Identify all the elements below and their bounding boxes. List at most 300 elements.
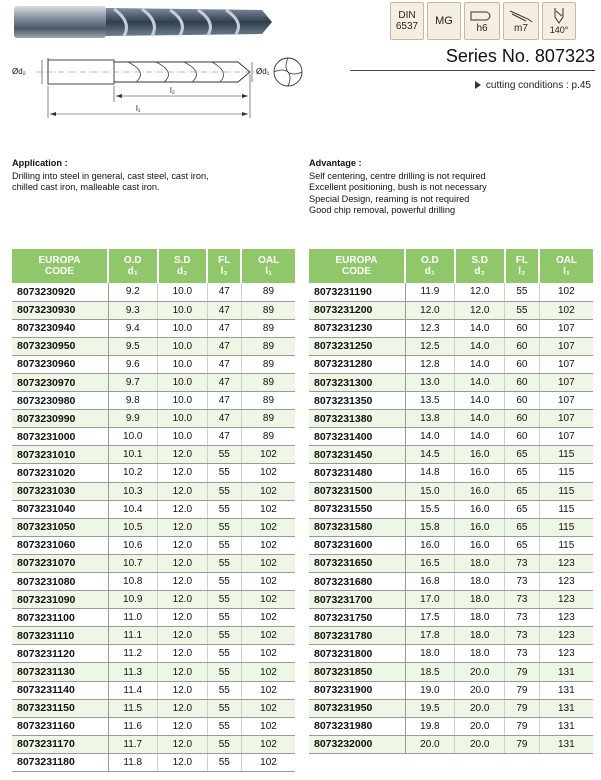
cell-od-d1: 11.0 xyxy=(108,609,158,627)
column-header-bottom: d₁ xyxy=(127,266,138,277)
cell-fl-l2: 79 xyxy=(505,699,540,717)
cell-od-d1: 11.2 xyxy=(108,645,158,663)
cell-europa-code: 8073231160 xyxy=(12,717,108,735)
drill-technical-drawing xyxy=(8,50,308,128)
cell-europa-code: 8073231120 xyxy=(12,645,108,663)
cell-fl-l2: 55 xyxy=(207,482,241,500)
table-row xyxy=(12,482,295,500)
advantage-line: Good chip removal, powerful drilling xyxy=(309,205,456,215)
table-header-row xyxy=(309,249,593,283)
cell-fl-l2: 55 xyxy=(207,500,241,518)
cell-od-d1: 10.1 xyxy=(108,446,158,464)
cell-fl-l2: 55 xyxy=(207,518,241,536)
shank-outline-icon xyxy=(469,9,495,23)
table-row xyxy=(12,554,295,572)
column-header-bottom: l₁ xyxy=(563,266,571,277)
shank-tolerance-label: h6 xyxy=(476,22,488,34)
cell-europa-code: 8073231980 xyxy=(309,717,405,735)
cell-fl-l2: 47 xyxy=(207,319,241,337)
drill-photo xyxy=(14,0,274,42)
point-angle-shape-icon xyxy=(549,7,569,25)
cell-europa-code: 8073231550 xyxy=(309,500,405,518)
advantage-line: Self centering, centre drilling is not required xyxy=(309,170,486,181)
cell-oal-l1: 115 xyxy=(539,464,593,482)
application-section xyxy=(12,158,272,194)
cell-oal-l1: 107 xyxy=(539,319,593,337)
cell-oal-l1: 115 xyxy=(539,536,593,554)
cell-fl-l2: 73 xyxy=(505,573,540,591)
table-row xyxy=(309,645,593,663)
column-header-sd-d2 xyxy=(158,249,208,283)
cell-od-d1: 9.7 xyxy=(108,373,158,391)
cell-europa-code: 8073230930 xyxy=(12,301,108,319)
cell-sd-d2: 16.0 xyxy=(455,464,505,482)
table-row xyxy=(309,283,593,301)
cell-europa-code: 8073231280 xyxy=(309,355,405,373)
column-header-top: OAL xyxy=(258,255,280,266)
table-row xyxy=(12,717,295,735)
table-row xyxy=(309,717,593,735)
table-row xyxy=(309,446,593,464)
cell-sd-d2: 10.0 xyxy=(158,301,208,319)
cell-sd-d2: 14.0 xyxy=(455,373,505,391)
cell-sd-d2: 18.0 xyxy=(455,609,505,627)
table-row xyxy=(12,319,295,337)
size-table-right xyxy=(309,249,593,754)
column-header-bottom: CODE xyxy=(342,266,371,277)
cell-sd-d2: 10.0 xyxy=(158,373,208,391)
column-header-top: S.D xyxy=(173,255,191,266)
cell-sd-d2: 12.0 xyxy=(158,645,208,663)
series-divider xyxy=(350,70,595,71)
cell-oal-l1: 102 xyxy=(241,717,295,735)
table-row xyxy=(309,373,593,391)
cell-europa-code: 8073231000 xyxy=(12,428,108,446)
cell-sd-d2: 12.0 xyxy=(158,518,208,536)
cell-fl-l2: 60 xyxy=(505,410,540,428)
cell-fl-l2: 55 xyxy=(207,627,241,645)
cell-od-d1: 11.6 xyxy=(108,717,158,735)
series-title: Series No. 807323 xyxy=(445,46,595,66)
table-row xyxy=(309,591,593,609)
cell-oal-l1: 102 xyxy=(241,536,295,554)
cell-europa-code: 8073230920 xyxy=(12,283,108,301)
cell-oal-l1: 131 xyxy=(539,735,593,753)
cell-oal-l1: 102 xyxy=(241,446,295,464)
cell-oal-l1: 89 xyxy=(241,392,295,410)
cell-od-d1: 18.0 xyxy=(405,645,455,663)
cell-oal-l1: 102 xyxy=(539,301,593,319)
cell-europa-code: 8073230990 xyxy=(12,410,108,428)
point-angle-icon xyxy=(542,2,576,40)
table-row xyxy=(12,337,295,355)
cell-fl-l2: 55 xyxy=(207,645,241,663)
cell-europa-code: 8073231190 xyxy=(309,283,405,301)
shank-tolerance-icon xyxy=(464,2,500,40)
cell-europa-code: 8073231080 xyxy=(12,573,108,591)
cell-od-d1: 13.5 xyxy=(405,392,455,410)
cell-europa-code: 8073230960 xyxy=(12,355,108,373)
cell-europa-code: 8073231400 xyxy=(309,428,405,446)
table-row xyxy=(12,753,295,771)
cell-fl-l2: 55 xyxy=(207,735,241,753)
cell-europa-code: 8073231110 xyxy=(12,627,108,645)
cell-sd-d2: 14.0 xyxy=(455,410,505,428)
table-row xyxy=(12,428,295,446)
cell-oal-l1: 131 xyxy=(539,699,593,717)
cell-oal-l1: 89 xyxy=(241,301,295,319)
column-header-bottom: l₂ xyxy=(220,266,228,277)
table-row xyxy=(12,573,295,591)
table-row xyxy=(12,591,295,609)
cell-europa-code: 8073231070 xyxy=(12,554,108,572)
column-header-europa-code xyxy=(12,249,108,283)
cell-fl-l2: 47 xyxy=(207,392,241,410)
cell-sd-d2: 18.0 xyxy=(455,591,505,609)
table-row xyxy=(309,554,593,572)
cell-od-d1: 10.2 xyxy=(108,464,158,482)
cell-od-d1: 19.8 xyxy=(405,717,455,735)
cell-fl-l2: 65 xyxy=(505,482,540,500)
column-header-bottom: CODE xyxy=(45,266,74,277)
table-row xyxy=(309,536,593,554)
cell-europa-code: 8073231020 xyxy=(12,464,108,482)
cell-fl-l2: 73 xyxy=(505,627,540,645)
cell-fl-l2: 55 xyxy=(207,591,241,609)
cell-sd-d2: 20.0 xyxy=(455,735,505,753)
application-line: Drilling into steel in general, cast steel, cast iron, xyxy=(12,170,209,181)
column-header-top: FL xyxy=(218,255,231,266)
cell-oal-l1: 123 xyxy=(539,554,593,572)
table-body xyxy=(12,283,295,772)
cell-fl-l2: 79 xyxy=(505,663,540,681)
column-header-top: OAL xyxy=(556,255,578,266)
cell-od-d1: 11.1 xyxy=(108,627,158,645)
cell-sd-d2: 14.0 xyxy=(455,355,505,373)
cell-od-d1: 17.0 xyxy=(405,591,455,609)
material-icon xyxy=(427,2,461,40)
cell-fl-l2: 47 xyxy=(207,355,241,373)
cell-oal-l1: 115 xyxy=(539,500,593,518)
cell-sd-d2: 10.0 xyxy=(158,319,208,337)
table-row xyxy=(309,735,593,753)
advantage-line: Excellent positioning, bush is not necessary xyxy=(309,182,487,192)
cell-oal-l1: 89 xyxy=(241,428,295,446)
cell-oal-l1: 102 xyxy=(241,699,295,717)
cell-europa-code: 8073231850 xyxy=(309,663,405,681)
cell-oal-l1: 102 xyxy=(241,518,295,536)
cell-europa-code: 8073231140 xyxy=(12,681,108,699)
cell-europa-code: 8073231750 xyxy=(309,609,405,627)
cell-od-d1: 9.8 xyxy=(108,392,158,410)
cell-od-d1: 15.5 xyxy=(405,500,455,518)
arrow-right-icon xyxy=(475,81,481,89)
cell-sd-d2: 12.0 xyxy=(455,283,505,301)
table-row xyxy=(309,337,593,355)
cell-sd-d2: 16.0 xyxy=(455,536,505,554)
cell-oal-l1: 89 xyxy=(241,283,295,301)
cell-od-d1: 17.8 xyxy=(405,627,455,645)
column-header-top: EUROPA xyxy=(335,255,378,266)
table-row xyxy=(12,645,295,663)
cell-od-d1: 11.4 xyxy=(108,681,158,699)
cell-sd-d2: 18.0 xyxy=(455,627,505,645)
cell-europa-code: 8073231600 xyxy=(309,536,405,554)
cell-od-d1: 17.5 xyxy=(405,609,455,627)
cell-europa-code: 8073230970 xyxy=(12,373,108,391)
cell-fl-l2: 60 xyxy=(505,373,540,391)
column-header-bottom: d₁ xyxy=(424,266,436,277)
column-header-europa-code xyxy=(309,249,405,283)
cell-sd-d2: 12.0 xyxy=(158,464,208,482)
cell-europa-code: 8073231040 xyxy=(12,500,108,518)
cutting-conditions-text: cutting conditions : p.45 xyxy=(485,80,591,91)
cell-fl-l2: 60 xyxy=(505,355,540,373)
cell-sd-d2: 12.0 xyxy=(158,699,208,717)
cell-europa-code: 8073230950 xyxy=(12,337,108,355)
size-table-left xyxy=(12,249,295,772)
cell-od-d1: 11.5 xyxy=(108,699,158,717)
cell-sd-d2: 14.0 xyxy=(455,319,505,337)
cell-europa-code: 8073231900 xyxy=(309,681,405,699)
cell-europa-code: 8073231300 xyxy=(309,373,405,391)
table-body xyxy=(309,283,593,753)
cell-od-d1: 9.4 xyxy=(108,319,158,337)
cell-oal-l1: 131 xyxy=(539,663,593,681)
cell-oal-l1: 123 xyxy=(539,645,593,663)
cell-od-d1: 13.0 xyxy=(405,373,455,391)
cell-sd-d2: 12.0 xyxy=(158,663,208,681)
cell-od-d1: 15.0 xyxy=(405,482,455,500)
cell-oal-l1: 123 xyxy=(539,591,593,609)
cell-oal-l1: 102 xyxy=(241,500,295,518)
column-header-top: O.D xyxy=(421,255,439,266)
cell-sd-d2: 20.0 xyxy=(455,717,505,735)
cell-fl-l2: 55 xyxy=(207,554,241,572)
cell-sd-d2: 12.0 xyxy=(158,717,208,735)
table-row xyxy=(309,663,593,681)
table-row xyxy=(309,428,593,446)
table-row xyxy=(12,609,295,627)
cell-fl-l2: 47 xyxy=(207,337,241,355)
cell-od-d1: 9.9 xyxy=(108,410,158,428)
cell-fl-l2: 60 xyxy=(505,337,540,355)
table-row xyxy=(12,699,295,717)
cell-oal-l1: 107 xyxy=(539,392,593,410)
cell-sd-d2: 12.0 xyxy=(158,500,208,518)
cell-fl-l2: 55 xyxy=(207,536,241,554)
cell-sd-d2: 12.0 xyxy=(158,609,208,627)
cell-od-d1: 12.5 xyxy=(405,337,455,355)
cell-europa-code: 8073231700 xyxy=(309,591,405,609)
l1-label: l₁ xyxy=(136,104,141,113)
cell-fl-l2: 73 xyxy=(505,645,540,663)
advantage-heading: Advantage : xyxy=(309,158,362,168)
table-row xyxy=(12,373,295,391)
cell-sd-d2: 12.0 xyxy=(158,627,208,645)
cell-sd-d2: 12.0 xyxy=(158,591,208,609)
cell-europa-code: 8073231800 xyxy=(309,645,405,663)
advantage-line: Special Design, reaming is not required xyxy=(309,193,470,204)
cell-oal-l1: 107 xyxy=(539,410,593,428)
cell-oal-l1: 102 xyxy=(241,609,295,627)
table-row xyxy=(309,500,593,518)
cell-oal-l1: 123 xyxy=(539,573,593,591)
cell-europa-code: 8073231090 xyxy=(12,591,108,609)
cell-fl-l2: 55 xyxy=(207,699,241,717)
cell-od-d1: 12.0 xyxy=(405,301,455,319)
cell-fl-l2: 55 xyxy=(207,573,241,591)
table-row xyxy=(309,392,593,410)
cell-europa-code: 8073231450 xyxy=(309,446,405,464)
cell-europa-code: 8073231230 xyxy=(309,319,405,337)
material-icon-label: MG xyxy=(435,15,453,27)
cell-sd-d2: 18.0 xyxy=(455,554,505,572)
cell-sd-d2: 20.0 xyxy=(455,699,505,717)
din-icon-line1: DIN xyxy=(398,10,416,21)
cell-od-d1: 10.0 xyxy=(108,428,158,446)
cell-sd-d2: 12.0 xyxy=(158,573,208,591)
cell-oal-l1: 115 xyxy=(539,446,593,464)
cell-od-d1: 10.4 xyxy=(108,500,158,518)
column-header-bottom: d₂ xyxy=(177,266,188,277)
table-row xyxy=(309,464,593,482)
cell-sd-d2: 16.0 xyxy=(455,482,505,500)
column-header-bottom: l₂ xyxy=(518,266,526,277)
cell-fl-l2: 73 xyxy=(505,609,540,627)
cell-od-d1: 10.8 xyxy=(108,573,158,591)
cell-oal-l1: 102 xyxy=(241,735,295,753)
cell-fl-l2: 47 xyxy=(207,373,241,391)
table-row xyxy=(309,681,593,699)
cell-oal-l1: 102 xyxy=(241,482,295,500)
table-row xyxy=(309,609,593,627)
cell-oal-l1: 102 xyxy=(539,283,593,301)
application-line: chilled cast iron, malleable cast iron. xyxy=(12,182,160,192)
point-angle-label: 140° xyxy=(549,25,569,35)
column-header-top: FL xyxy=(515,255,528,266)
cell-fl-l2: 55 xyxy=(207,609,241,627)
cell-europa-code: 8073231480 xyxy=(309,464,405,482)
cell-od-d1: 9.2 xyxy=(108,283,158,301)
table-row xyxy=(12,518,295,536)
cell-od-d1: 9.3 xyxy=(108,301,158,319)
cell-od-d1: 12.3 xyxy=(405,319,455,337)
cell-oal-l1: 102 xyxy=(241,591,295,609)
cell-europa-code: 8073230940 xyxy=(12,319,108,337)
cell-od-d1: 20.0 xyxy=(405,735,455,753)
spec-icon-strip xyxy=(390,2,576,40)
cell-oal-l1: 102 xyxy=(241,663,295,681)
table-row xyxy=(12,301,295,319)
cell-europa-code: 8073231650 xyxy=(309,554,405,572)
table-row xyxy=(12,500,295,518)
cell-europa-code: 8073231780 xyxy=(309,627,405,645)
l2-label: l₂ xyxy=(170,86,175,95)
din-icon-line2: 6537 xyxy=(395,21,419,32)
cell-europa-code: 8073231250 xyxy=(309,337,405,355)
cell-od-d1: 10.9 xyxy=(108,591,158,609)
cell-fl-l2: 73 xyxy=(505,554,540,572)
cell-sd-d2: 10.0 xyxy=(158,428,208,446)
table-row xyxy=(309,410,593,428)
table-header-row xyxy=(12,249,295,283)
cell-europa-code: 8073231050 xyxy=(12,518,108,536)
table-row xyxy=(12,283,295,301)
table-row xyxy=(12,355,295,373)
cell-fl-l2: 47 xyxy=(207,301,241,319)
cell-od-d1: 10.5 xyxy=(108,518,158,536)
cell-oal-l1: 89 xyxy=(241,410,295,428)
cell-sd-d2: 16.0 xyxy=(455,518,505,536)
cell-sd-d2: 10.0 xyxy=(158,410,208,428)
cell-od-d1: 11.3 xyxy=(108,663,158,681)
table-row xyxy=(309,699,593,717)
cell-od-d1: 15.8 xyxy=(405,518,455,536)
cutting-conditions xyxy=(475,80,591,91)
cell-oal-l1: 102 xyxy=(241,645,295,663)
cell-od-d1: 16.8 xyxy=(405,573,455,591)
cell-sd-d2: 14.0 xyxy=(455,428,505,446)
cell-europa-code: 8073231060 xyxy=(12,536,108,554)
cell-europa-code: 8073231010 xyxy=(12,446,108,464)
cell-oal-l1: 131 xyxy=(539,717,593,735)
table-row xyxy=(309,573,593,591)
cell-europa-code: 8073231030 xyxy=(12,482,108,500)
cell-sd-d2: 18.0 xyxy=(455,573,505,591)
cell-od-d1: 14.5 xyxy=(405,446,455,464)
column-header-fl-l2 xyxy=(505,249,540,283)
cell-oal-l1: 102 xyxy=(241,681,295,699)
cell-sd-d2: 14.0 xyxy=(455,392,505,410)
cell-fl-l2: 65 xyxy=(505,500,540,518)
cell-oal-l1: 107 xyxy=(539,337,593,355)
drill-tolerance-icon xyxy=(503,2,539,40)
table-row xyxy=(309,482,593,500)
cell-europa-code: 8073232000 xyxy=(309,735,405,753)
cell-europa-code: 8073231130 xyxy=(12,663,108,681)
cell-od-d1: 16.0 xyxy=(405,536,455,554)
cell-sd-d2: 16.0 xyxy=(455,500,505,518)
cell-od-d1: 10.7 xyxy=(108,554,158,572)
cell-fl-l2: 79 xyxy=(505,717,540,735)
cell-fl-l2: 73 xyxy=(505,591,540,609)
cell-sd-d2: 12.0 xyxy=(158,681,208,699)
cell-fl-l2: 47 xyxy=(207,283,241,301)
table-row xyxy=(309,518,593,536)
cell-fl-l2: 55 xyxy=(207,464,241,482)
cell-europa-code: 8073231950 xyxy=(309,699,405,717)
column-header-fl-l2 xyxy=(207,249,241,283)
cell-fl-l2: 79 xyxy=(505,735,540,753)
cell-od-d1: 18.5 xyxy=(405,663,455,681)
table-row xyxy=(12,627,295,645)
cell-fl-l2: 55 xyxy=(207,681,241,699)
cell-fl-l2: 47 xyxy=(207,410,241,428)
cell-fl-l2: 55 xyxy=(207,717,241,735)
cell-od-d1: 9.5 xyxy=(108,337,158,355)
drill-diagonal-icon xyxy=(508,9,534,23)
cell-fl-l2: 65 xyxy=(505,446,540,464)
cell-od-d1: 12.8 xyxy=(405,355,455,373)
column-header-od-d1 xyxy=(405,249,455,283)
cell-fl-l2: 65 xyxy=(505,464,540,482)
cell-fl-l2: 60 xyxy=(505,319,540,337)
cell-od-d1: 14.8 xyxy=(405,464,455,482)
cell-europa-code: 8073231350 xyxy=(309,392,405,410)
cell-oal-l1: 107 xyxy=(539,373,593,391)
column-header-top: O.D xyxy=(123,255,142,266)
